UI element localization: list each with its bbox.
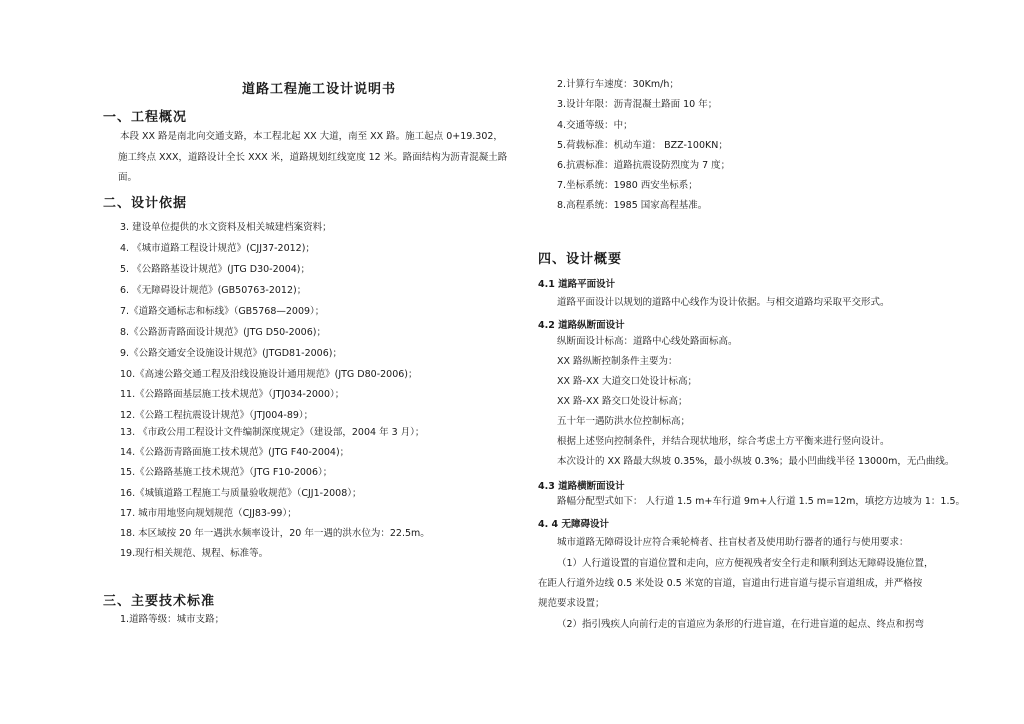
section-heading-overview: 一、工程概况	[103, 110, 188, 125]
design-line: （2）指引残疾人向前行走的盲道应为条形的行进盲道，在行进盲道的起点、终点和拐弯	[557, 619, 925, 630]
design-line: XX 路-XX 大道交口处设计标高；	[557, 376, 698, 387]
basis-item: 11.《公路路面基层施工技术规范》（JTJ034-2000）；	[120, 389, 345, 400]
standard-item: 1.道路等级：城市支路；	[120, 614, 225, 625]
design-line: 城市道路无障碍设计应符合乘轮椅者、拄盲杖者及使用助行器者的通行与使用要求：	[557, 537, 909, 548]
basis-item: 17. 城市用地竖向规划规范（CJJ83-99）；	[120, 508, 297, 519]
subsection-heading-accessibility: 4. 4 无障碍设计	[538, 519, 609, 530]
basis-item: 13. 《市政公用工程设计文件编制深度规定》（建设部，2004 年 3 月）；	[120, 427, 425, 438]
design-line: （1）人行道设置的盲道位置和走向，应方便视残者安全行走和顺利到达无障碍设施位置，	[557, 558, 934, 569]
standard-item: 6.抗震标准：道路抗震设防烈度为 7 度；	[557, 160, 731, 171]
basis-item: 6. 《无障碍设计规范》(GB50763-2012)；	[120, 285, 307, 296]
design-line: 道路平面设计以规划的道路中心线作为设计依据。与相交道路均采取平交形式。	[557, 297, 890, 308]
subsection-heading-profile: 4.2 道路纵断面设计	[538, 320, 625, 331]
basis-item: 4. 《城市道路工程设计规范》(CJJ37-2012)；	[120, 243, 315, 254]
overview-line: 本段 XX 路是南北向交通支路，本工程北起 XX 大道，南至 XX 路。施工起点 0+19.302，	[120, 131, 503, 142]
subsection-heading-plan: 4.1 道路平面设计	[538, 279, 616, 290]
overview-line: 施工终点 XXX，道路设计全长 XXX 米，道路规划红线宽度 12 米。路面结构为沥青混凝土路	[118, 152, 508, 163]
basis-item: 18. 本区域按 20 年一遇洪水频率设计，20 年一遇的洪水位为：22.5m。	[120, 528, 430, 539]
overview-line: 面。	[118, 172, 138, 183]
standard-item: 3.设计年限：沥青混凝土路面 10 年；	[557, 99, 718, 110]
basis-item: 3. 建设单位提供的水文资料及相关城建档案资料；	[120, 222, 332, 233]
design-line: 本次设计的 XX 路最大纵坡 0.35%，最小纵坡 0.3%；最小凹曲线半径 13000m，无凸曲线。	[557, 456, 955, 467]
design-line: 在距人行道外边线 0.5 米处设 0.5 米宽的盲道，盲道由行进盲道与提示盲道组成，并严格按	[538, 578, 923, 589]
design-line: XX 路-XX 路交口处设计标高；	[557, 396, 688, 407]
section-heading-basis: 二、设计依据	[103, 196, 188, 211]
document-title: 道路工程施工设计说明书	[242, 82, 397, 97]
standard-item: 8.高程系统：1985 国家高程基准。	[557, 200, 708, 211]
basis-item: 7.《道路交通标志和标线》（GB5768—2009）；	[120, 306, 325, 317]
subsection-heading-cross-section: 4.3 道路横断面设计	[538, 481, 625, 492]
section-heading-standards: 三、主要技术标准	[103, 594, 216, 609]
basis-item: 14.《公路沥青路面施工技术规范》(JTG F40-2004)；	[120, 447, 350, 458]
design-line: 路幅分配型式如下： 人行道 1.5 m+车行道 9m+人行道 1.5 m=12m，填挖方边坡为 1：1.5。	[557, 496, 966, 507]
basis-item: 9.《公路交通安全设施设计规范》(JTGD81-2006)；	[120, 348, 342, 359]
standard-item: 7.坐标系统：1980 西安坐标系；	[557, 180, 698, 191]
standard-item: 2.计算行车速度：30Km/h；	[557, 79, 679, 90]
basis-item: 12.《公路工程抗震设计规范》（JTJ004-89）；	[120, 410, 314, 421]
design-line: 规范要求设置；	[538, 598, 605, 609]
basis-item: 10.《高速公路交通工程及沿线设施设计通用规范》(JTG D80-2006)；	[120, 369, 418, 380]
design-line: 纵断面设计标高：道路中心线处路面标高。	[557, 336, 738, 347]
basis-item: 5. 《公路路基设计规范》(JTG D30-2004)；	[120, 264, 310, 275]
design-line: 根据上述竖向控制条件，并结合现状地形，综合考虑土方平衡来进行竖向设计。	[557, 436, 890, 447]
design-line: 五十年一遇防洪水位控制标高；	[557, 416, 691, 427]
section-heading-design-summary: 四、设计概要	[538, 252, 623, 267]
design-line: XX 路纵断控制条件主要为：	[557, 356, 678, 367]
basis-item: 8.《公路沥青路面设计规范》(JTG D50-2006)；	[120, 327, 326, 338]
basis-item: 16.《城镇道路工程施工与质量验收规范》（CJJ1-2008）；	[120, 488, 362, 499]
basis-item: 19.现行相关规范、规程、标准等。	[120, 548, 269, 559]
basis-item: 15.《公路路基施工技术规范》（JTG F10-2006）；	[120, 467, 333, 478]
standard-item: 5.荷载标准：机动车道： BZZ-100KN；	[557, 140, 728, 151]
standard-item: 4.交通等级：中；	[557, 120, 633, 131]
